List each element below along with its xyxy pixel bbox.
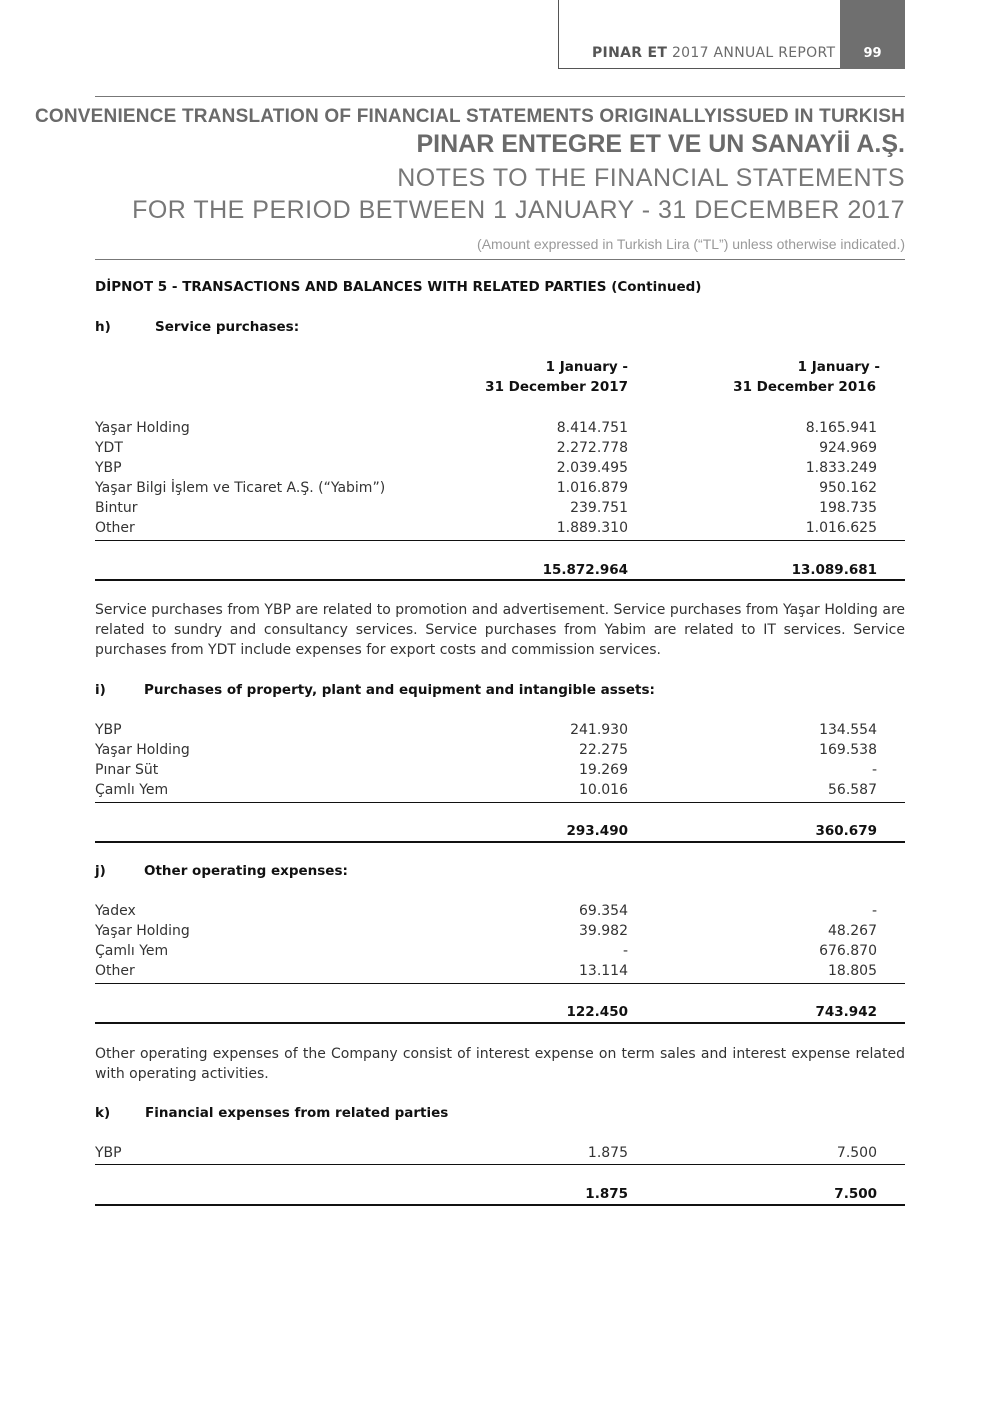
row-value-2017: 1.889.310 xyxy=(556,520,628,536)
total-2016: 7.500 xyxy=(834,1186,877,1202)
row-label: Pınar Süt xyxy=(95,762,159,778)
row-value-2017: 19.269 xyxy=(579,762,628,778)
row-value-2016: 48.267 xyxy=(828,923,877,939)
row-value-2016: 924.969 xyxy=(819,440,877,456)
total-2016: 13.089.681 xyxy=(791,562,877,578)
section-title: DİPNOT 5 - TRANSACTIONS AND BALANCES WITH RELATED PARTIES (Continued) xyxy=(95,279,702,295)
row-value-2016: 18.805 xyxy=(828,963,877,979)
row-label: Other xyxy=(95,963,135,979)
table-row xyxy=(95,963,905,983)
row-label: YBP xyxy=(95,460,122,476)
row-value-2017: 22.275 xyxy=(579,742,628,758)
subsection-j-letter: j) xyxy=(95,863,106,879)
service-purchases-note: Service purchases from YBP are related to promotion and advertisement. Service purchases from Yaşar Holding are related to sundry and consultancy services. Service purchases from Yabim are related to IT services. Service purchases from YDT include expenses for export costs and commission services. xyxy=(95,602,905,658)
subtotal-rule xyxy=(95,1164,905,1165)
subsection-h-title: Service purchases: xyxy=(155,319,300,335)
total-2017: 122.450 xyxy=(566,1004,628,1020)
row-value-2017: - xyxy=(622,943,628,959)
subsection-k-letter: k) xyxy=(95,1105,111,1121)
row-label: YBP xyxy=(95,722,122,738)
total-rule xyxy=(95,1204,905,1206)
row-label: Çamlı Yem xyxy=(95,782,169,798)
row-label: Bintur xyxy=(95,500,138,516)
convenience-translation-heading: CONVENIENCE TRANSLATION OF FINANCIAL STATEMENTS ORIGINALLYISSUED IN TURKISH xyxy=(34,106,905,127)
row-value-2017: 10.016 xyxy=(579,782,628,798)
row-value-2017: 69.354 xyxy=(579,903,628,919)
subsection-i-letter: i) xyxy=(95,682,106,698)
row-label: YDT xyxy=(95,440,123,456)
table-row xyxy=(95,440,905,460)
table-row xyxy=(95,1145,905,1165)
row-value-2016: 676.870 xyxy=(819,943,877,959)
row-label: Yaşar Holding xyxy=(95,742,190,758)
row-value-2017: 1.875 xyxy=(587,1145,628,1161)
subtotal-rule xyxy=(95,983,905,984)
total-2016: 743.942 xyxy=(815,1004,877,1020)
header-divider-bottom xyxy=(95,259,905,260)
table-row xyxy=(95,762,905,782)
table-row xyxy=(95,742,905,762)
table-row xyxy=(95,923,905,943)
subsection-h-letter: h) xyxy=(95,319,111,335)
row-value-2016: 1.016.625 xyxy=(805,520,877,536)
total-rule xyxy=(95,579,905,581)
table-row xyxy=(95,480,905,500)
total-rule xyxy=(95,841,905,843)
row-value-2017: 239.751 xyxy=(570,500,628,516)
period-title: FOR THE PERIOD BETWEEN 1 JANUARY - 31 DECEMBER 2017 xyxy=(132,196,905,224)
row-label: YBP xyxy=(95,1145,122,1161)
total-2017: 1.875 xyxy=(585,1186,628,1202)
row-value-2016: - xyxy=(871,903,877,919)
column-2017-line1: 1 January - xyxy=(545,359,628,375)
row-value-2017: 241.930 xyxy=(570,722,628,738)
table-row xyxy=(95,520,905,540)
row-value-2017: 8.414.751 xyxy=(556,420,628,436)
subtotal-rule xyxy=(95,540,905,541)
page-number-box xyxy=(840,0,905,69)
row-value-2016: 7.500 xyxy=(836,1145,877,1161)
subtotal-rule xyxy=(95,802,905,803)
report-name: 2017 ANNUAL REPORT xyxy=(671,45,836,61)
row-value-2016: 198.735 xyxy=(819,500,877,516)
total-row xyxy=(95,823,905,843)
table-row xyxy=(95,782,905,802)
table-row xyxy=(95,460,905,480)
row-label: Çamlı Yem xyxy=(95,943,169,959)
row-label: Yaşar Holding xyxy=(95,420,190,436)
table-row xyxy=(95,500,905,520)
column-2016-line1: 1 January - xyxy=(797,359,880,375)
total-row xyxy=(95,1186,905,1206)
row-value-2016: - xyxy=(871,762,877,778)
report-title xyxy=(592,45,835,61)
header-divider-top xyxy=(95,96,905,97)
subsection-j-title: Other operating expenses: xyxy=(144,863,348,879)
row-value-2016: 134.554 xyxy=(819,722,877,738)
row-value-2016: 950.162 xyxy=(819,480,877,496)
brand-name: PINAR ET xyxy=(592,45,668,61)
row-value-2017: 1.016.879 xyxy=(556,480,628,496)
row-value-2016: 8.165.941 xyxy=(805,420,877,436)
row-label: Other xyxy=(95,520,135,536)
page-number: 99 xyxy=(863,46,882,61)
table-row xyxy=(95,943,905,963)
amount-note: (Amount expressed in Turkish Lira (“TL”) unless otherwise indicated.) xyxy=(477,236,905,252)
row-label: Yadex xyxy=(95,903,136,919)
total-2017: 293.490 xyxy=(566,823,628,839)
column-2016-line2: 31 December 2016 xyxy=(733,379,876,395)
row-label: Yaşar Holding xyxy=(95,923,190,939)
row-value-2017: 39.982 xyxy=(579,923,628,939)
row-value-2017: 2.272.778 xyxy=(556,440,628,456)
row-label: Yaşar Bilgi İşlem ve Ticaret A.Ş. (“Yabim”) xyxy=(95,480,386,496)
total-2017: 15.872.964 xyxy=(542,562,628,578)
notes-title: NOTES TO THE FINANCIAL STATEMENTS xyxy=(397,164,905,192)
other-operating-expenses-note: Other operating expenses of the Company consist of interest expense on term sales and interest expense related with operating activities. xyxy=(95,1046,905,1082)
row-value-2016: 169.538 xyxy=(819,742,877,758)
table-row xyxy=(95,420,905,440)
row-value-2017: 2.039.495 xyxy=(556,460,628,476)
row-value-2016: 56.587 xyxy=(828,782,877,798)
subsection-k-title: Financial expenses from related parties xyxy=(145,1105,449,1121)
table-row xyxy=(95,722,905,742)
total-2016: 360.679 xyxy=(815,823,877,839)
company-name: PINAR ENTEGRE ET VE UN SANAYİİ A.Ş. xyxy=(416,130,905,158)
total-row xyxy=(95,1004,905,1024)
row-value-2017: 13.114 xyxy=(579,963,628,979)
table-row xyxy=(95,903,905,923)
total-rule xyxy=(95,1022,905,1024)
subsection-i-title: Purchases of property, plant and equipment and intangible assets: xyxy=(144,682,655,698)
row-value-2016: 1.833.249 xyxy=(805,460,877,476)
column-2017-line2: 31 December 2017 xyxy=(485,379,628,395)
